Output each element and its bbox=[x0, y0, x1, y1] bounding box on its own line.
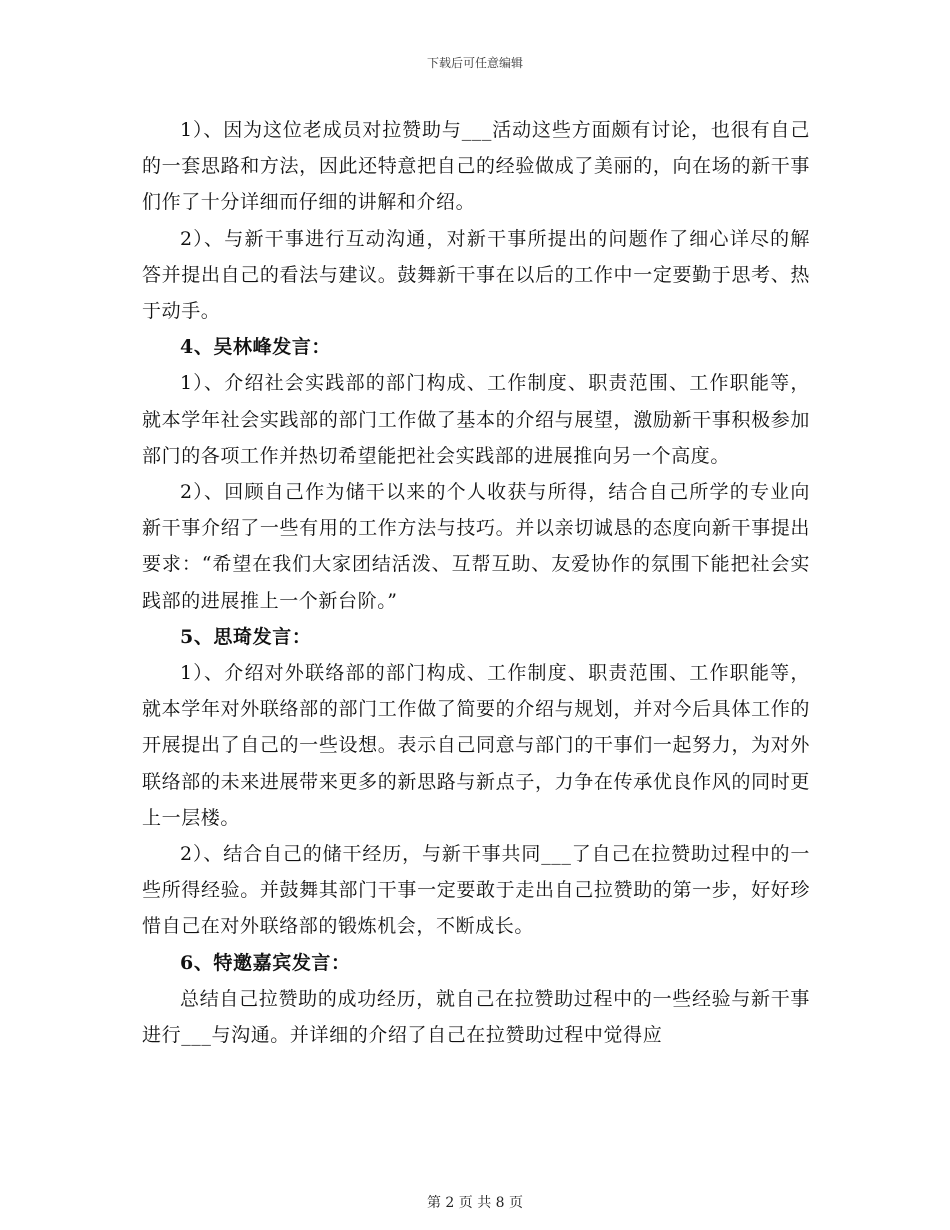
paragraph: 1）、介绍社会实践部的部门构成、工作制度、职责范围、工作职能等，就本学年社会实践部的部门工作做了基本的介绍与展望，激励新干事积极参加部门的各项工作并热切希望能把社会实践部的进展推向另一个高度。 bbox=[142, 372, 810, 467]
section-heading: 6、特邀嘉宾发言： bbox=[180, 951, 351, 974]
paragraph: 2）、结合自己的储干经历，与新干事共同___了自己在拉赞助过程中的一些所得经验。并鼓舞其部门干事一定要敢于走出自己拉赞助的第一步，好好珍惜自己在对外联络部的锻炼机会，不断成长。 bbox=[142, 843, 810, 938]
paragraph: 2）、回顾自己作为储干以来的个人收获与所得，结合自己所学的专业向新干事介绍了一些有用的工作方法与技巧。并以亲切诚恳的态度向新干事提出要求：“希望在我们大家团结活泼、互帮互助、友爱协作的氛围下能把社会实践部的进展推上一个新台阶。” bbox=[142, 481, 810, 612]
document-body bbox=[142, 112, 810, 1053]
page-header: 下载后可任意编辑 bbox=[426, 56, 523, 70]
paragraph: 1）、介绍对外联络部的部门构成、工作制度、职责范围、工作职能等，就本学年对外联络部的部门工作做了简要的介绍与规划，并对今后具体工作的开展提出了自己的一些设想。表示自己同意与部门的干事们一起努力，为对外联络部的未来进展带来更多的新思路与新点子，力争在传承优良作风的同时更上一层楼。 bbox=[142, 662, 810, 829]
paragraph: 2）、与新干事进行互动沟通，对新干事所提出的问题作了细心详尽的解答并提出自己的看法与建议。鼓舞新干事在以后的工作中一定要勤于思考、热于动手。 bbox=[142, 227, 810, 323]
section-heading: 4、吴林峰发言： bbox=[180, 336, 332, 359]
paragraph: 总结自己拉赞助的成功经历，就自己在拉赞助过程中的一些经验与新干事进行___与沟通。并详细的介绍了自己在拉赞助过程中觉得应 bbox=[142, 987, 810, 1047]
section-heading: 5、思琦发言： bbox=[180, 625, 312, 648]
page-number: 第 2 页 共 8 页 bbox=[426, 1195, 524, 1211]
paragraph: 1）、因为这位老成员对拉赞助与___活动这些方面颇有讨论，也很有自己的一套思路和方法，因此还特意把自己的经验做成了美丽的，向在场的新干事们作了十分详细而仔细的讲解和介绍。 bbox=[142, 119, 810, 214]
